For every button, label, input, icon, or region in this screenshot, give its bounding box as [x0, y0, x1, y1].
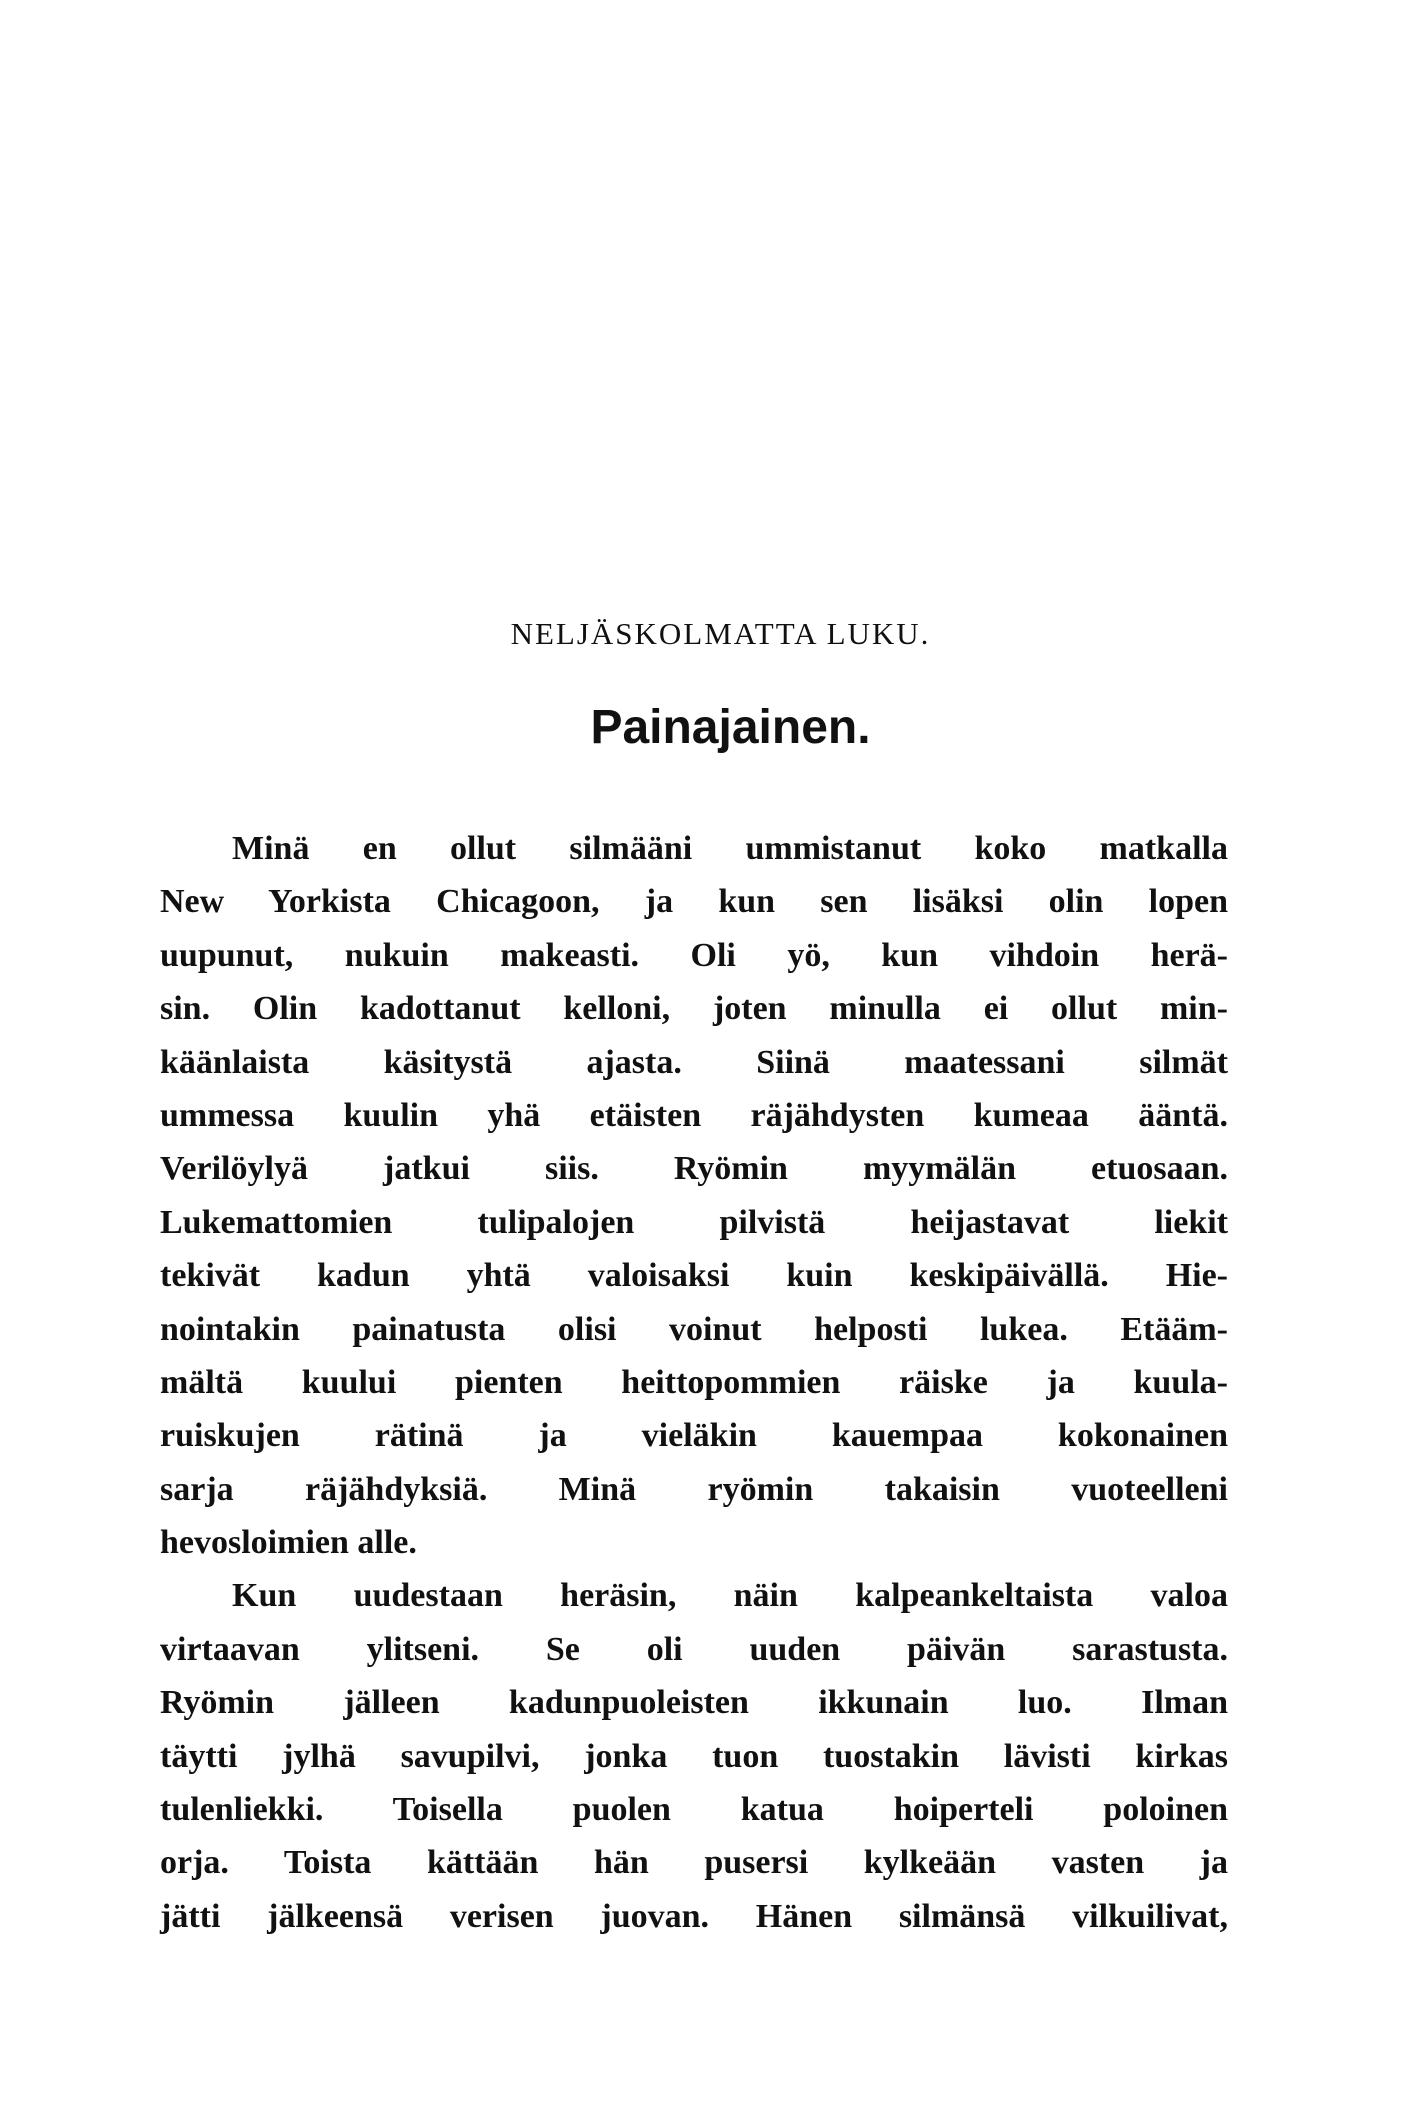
- body-text: [160, 822, 1228, 1943]
- text-line: ummessa kuulin yhä etäisten räjähdysten kumeaa ääntä.: [160, 1096, 1228, 1134]
- text-line: Minä en ollut silmääni ummistanut koko matkalla: [232, 830, 1228, 867]
- chapter-heading: NELJÄSKOLMATTA LUKU.: [510, 616, 931, 651]
- text-line: virtaavan ylitseni. Se oli uuden päivän sarastusta.: [160, 1630, 1228, 1668]
- paragraph-1: [160, 822, 1228, 1569]
- text-line: ruiskujen rätinä ja vieläkin kauempaa kokonainen: [160, 1417, 1228, 1455]
- text-line: mältä kuului pienten heittopommien räiske ja kuula-: [160, 1363, 1228, 1401]
- text-line: hevosloimien alle.: [160, 1524, 417, 1562]
- text-line: Lukemattomien tulipalojen pilvistä heijastavat liekit: [160, 1203, 1228, 1241]
- text-line: Ryömin jälleen kadunpuoleisten ikkunain luo. Ilman: [160, 1684, 1228, 1722]
- text-line: New Yorkista Chicagoon, ja kun sen lisäksi olin lopen: [160, 883, 1228, 921]
- text-line: uupunut, nukuin makeasti. Oli yö, kun vihdoin herä-: [160, 936, 1228, 974]
- text-line: sarja räjähdyksiä. Minä ryömin takaisin vuoteelleni: [160, 1470, 1228, 1508]
- text-line: nointakin painatusta olisi voinut helposti lukea. Etääm-: [160, 1310, 1228, 1348]
- text-line: jätti jälkeensä verisen juovan. Hänen silmänsä vilkuilivat,: [160, 1897, 1228, 1935]
- text-line: orja. Toista kättään hän pusersi kylkeään vasten ja: [160, 1844, 1228, 1882]
- text-line: tulenliekki. Toisella puolen katua hoiperteli poloinen: [160, 1791, 1228, 1829]
- text-line: sin. Olin kadottanut kelloni, joten minulla ei ollut min-: [160, 990, 1228, 1028]
- chapter-title: Painajainen.: [590, 701, 871, 754]
- text-line: täytti jylhä savupilvi, jonka tuon tuostakin lävisti kirkas: [160, 1737, 1228, 1775]
- text-line: käänlaista käsitystä ajasta. Siinä maatessani silmät: [160, 1043, 1228, 1081]
- text-line: Verilöylyä jatkui siis. Ryömin myymälän etuosaan.: [160, 1150, 1228, 1188]
- text-line: tekivät kadun yhtä valoisaksi kuin keskipäivällä. Hie-: [160, 1257, 1228, 1295]
- text-line: Kun uudestaan heräsin, näin kalpeankeltaista valoa: [232, 1577, 1228, 1615]
- paragraph-2: [160, 1569, 1228, 1943]
